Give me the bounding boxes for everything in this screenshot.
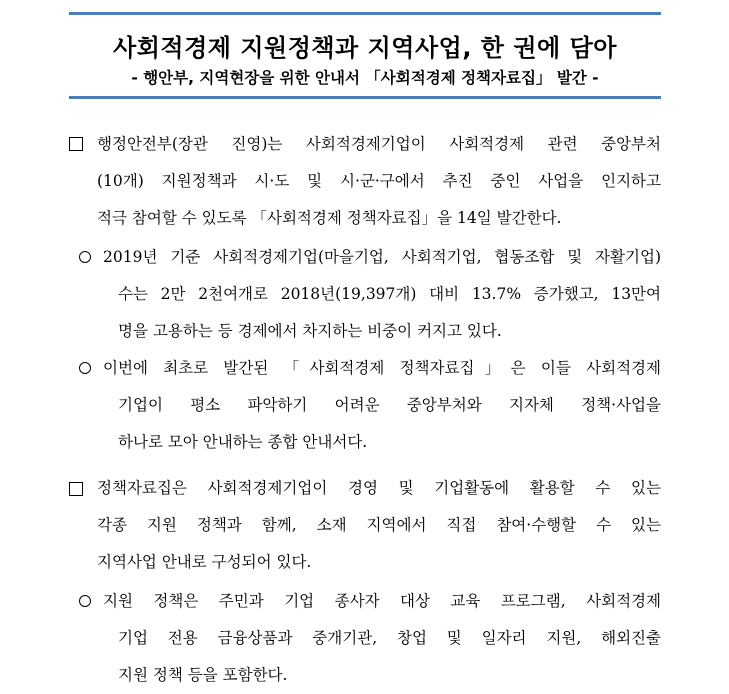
paragraph-line: 지원 정책은 주민과 기업 종사자 대상 교육 프로그램, 사회적경제 bbox=[103, 592, 661, 610]
paragraph-3 bbox=[103, 350, 661, 461]
paragraph-1 bbox=[97, 126, 661, 237]
paragraph-line: 정책자료집은 사회적경제기업이 경영 및 기업활동에 활용할 수 있는 bbox=[97, 479, 661, 497]
circle-bullet bbox=[79, 251, 91, 263]
paragraph-2 bbox=[103, 239, 661, 350]
paragraph-line: 지역사업 안내로 구성되어 있다. bbox=[97, 553, 312, 571]
page-title: 사회적경제 지원정책과 지역사업, 한 권에 담아 bbox=[113, 34, 617, 62]
paragraph-5 bbox=[103, 583, 661, 694]
paragraph-line: 적극 참여할 수 있도록 「사회적경제 정책자료집」을 14일 발간한다. bbox=[97, 209, 562, 227]
paragraph-line: (10개) 지원정책과 시·도 및 시·군·구에서 추진 중인 사업을 인지하고 bbox=[97, 172, 661, 190]
checkbox-bullet bbox=[69, 137, 83, 151]
paragraph-line: 지원 정책 등을 포함한다. bbox=[118, 666, 288, 684]
page-subtitle: - 행안부, 지역현장을 위한 안내서 「사회적경제 정책자료집」 발간 - bbox=[131, 69, 599, 87]
paragraph-line: 이번에 최초로 발간된 「사회적경제 정책자료집」은 이들 사회적경제 bbox=[103, 359, 661, 377]
paragraph-line: 명을 고용하는 등 경제에서 차지하는 비중이 커지고 있다. bbox=[118, 322, 502, 340]
checkbox-bullet bbox=[69, 482, 83, 496]
paragraph-4 bbox=[97, 470, 661, 581]
paragraph-line: 각종 지원 정책과 함께, 소재 지역에서 직접 참여·수행할 수 있는 bbox=[97, 516, 661, 534]
paragraph-line: 수는 2만 2천여개로 2018년(19,397개) 대비 13.7% 증가했고, 13만여 bbox=[118, 285, 661, 303]
title-top-rule bbox=[69, 12, 661, 15]
paragraph-line: 기업 전용 금융상품과 중개기관, 창업 및 일자리 지원, 해외진출 bbox=[118, 629, 661, 647]
title-bottom-rule bbox=[69, 96, 661, 99]
paragraph-line: 행정안전부(장관 진영)는 사회적경제기업이 사회적경제 관련 중앙부처 bbox=[97, 135, 661, 153]
paragraph-line: 하나로 모아 안내하는 종합 안내서다. bbox=[118, 433, 368, 451]
circle-bullet bbox=[79, 595, 91, 607]
circle-bullet bbox=[79, 362, 91, 374]
paragraph-line: 기업이 평소 파악하기 어려운 중앙부처와 지자체 정책·사업을 bbox=[118, 396, 661, 414]
paragraph-line: 2019년 기준 사회적경제기업(마을기업, 사회적기업, 협동조합 및 자활기업) bbox=[103, 248, 661, 266]
